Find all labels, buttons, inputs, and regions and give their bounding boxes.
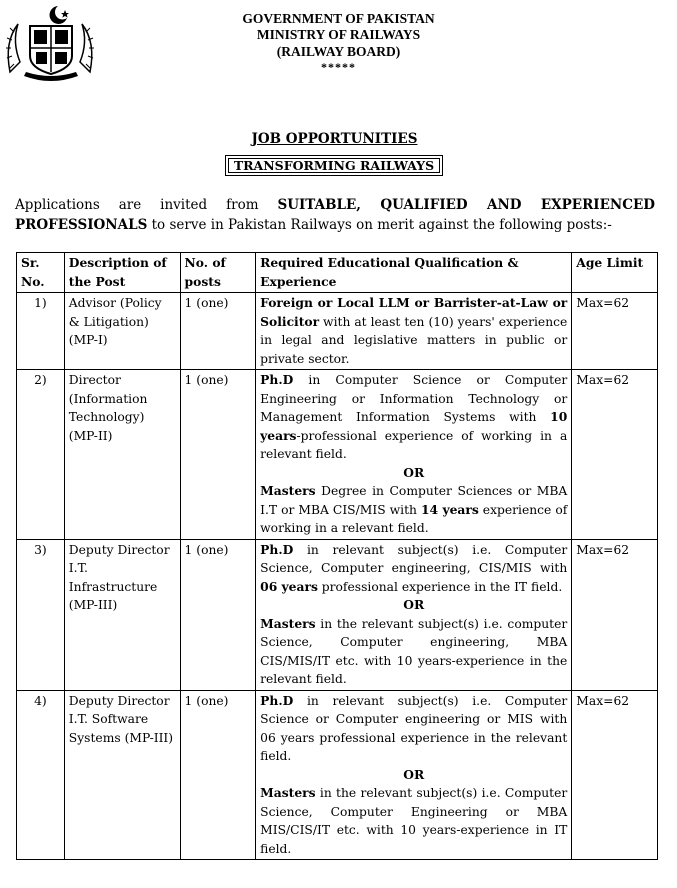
cell-age: Max=62 xyxy=(572,293,658,370)
or-separator: OR xyxy=(403,597,425,612)
intro-text-2: to serve in Pakistan Railways on merit against the following posts:- xyxy=(147,217,612,233)
cell-count: 1 (one) xyxy=(180,690,256,860)
col-header-qualification: Required Educational Qualification & Experience xyxy=(256,253,572,293)
qualification-text: in Computer Science or Computer Engineering or Information Technology or Management Information Systems with xyxy=(260,373,568,424)
qualification-text: in the relevant subject(s) i.e. Computer Science, Computer Engineering or MBA MIS/CIS/IT etc. with 10 years-experience in IT field. xyxy=(260,786,568,856)
table-row xyxy=(17,690,658,860)
heading-stars: ***** xyxy=(321,60,356,74)
qualification-bold: Masters xyxy=(260,785,316,800)
or-separator: OR xyxy=(403,766,425,782)
subtitle-box: TRANSFORMING RAILWAYS xyxy=(225,155,443,176)
cell-sr: 4) xyxy=(17,690,65,860)
col-header-sr: Sr. No. xyxy=(17,253,65,293)
qualification-option-1 xyxy=(260,371,567,464)
board-heading: (RAILWAY BOARD) xyxy=(276,44,401,59)
cell-count: 1 (one) xyxy=(180,539,256,690)
qualification-bold: 10 years xyxy=(260,409,568,443)
qualification-bold: 06 years xyxy=(260,578,318,594)
qualification-bold: Masters xyxy=(260,615,316,631)
qualification-bold: 14 years xyxy=(420,501,479,517)
cell-post: Advisor (Policy & Litigation) (MP-I) xyxy=(64,293,180,370)
page-title: JOB OPPORTUNITIES xyxy=(251,131,418,147)
cell-post: Deputy Director I.T. Infrastructure (MP-III) xyxy=(64,539,180,690)
cell-age: Max=62 xyxy=(572,539,658,690)
qualification-text: in relevant subject(s) i.e. Computer Science or Computer engineering or MIS with 06 years professional experience in the relevant field. xyxy=(260,693,568,763)
qualification-text: in relevant subject(s) i.e. Computer Science, Computer engineering, CIS/MIS with xyxy=(260,542,568,575)
or-separator: OR xyxy=(403,464,425,480)
intro-emphasis-2: PROFESSIONALS xyxy=(15,217,148,233)
cell-post: Deputy Director I.T. Software Systems (MP-III) xyxy=(64,690,180,860)
qualification-option-2 xyxy=(260,784,567,858)
cell-qualification xyxy=(256,539,572,690)
qualification-bold: Masters xyxy=(260,483,316,498)
intro-text: Applications are invited from xyxy=(15,197,278,213)
qualification-bold: Ph.D xyxy=(260,692,294,708)
qualification-bold: Ph.D xyxy=(260,541,294,557)
table-row xyxy=(17,539,658,690)
cell-qualification xyxy=(256,293,572,370)
cell-count: 1 (one) xyxy=(180,370,256,540)
cell-age: Max=62 xyxy=(572,690,658,860)
cell-qualification xyxy=(256,690,572,860)
qualification-text: in the relevant subject(s) i.e. computer Science, Computer engineering, MBA CIS/MIS/IT etc. with 10 years-experience in the relevant field. xyxy=(260,616,568,686)
cell-post: Director (Information Technology) (MP-II) xyxy=(64,370,180,540)
qualification-option-1 xyxy=(260,692,567,766)
col-header-age: Age Limit xyxy=(572,253,658,293)
cell-age: Max=62 xyxy=(572,370,658,540)
qualification-option-2 xyxy=(260,482,567,538)
qualification-bold: Foreign or Local LLM or Barrister-at-Law or Solicitor xyxy=(260,295,568,329)
posts-table xyxy=(16,252,658,860)
qualification-text: -professional experience of working in a relevant field. xyxy=(260,428,568,461)
qualification-text: Degree in Computer Sciences or MBA I.T or MBA CIS/MIS with xyxy=(260,484,568,517)
qualification-text: professional experience in the IT field. xyxy=(317,579,563,594)
qualification-text: with at least ten (10) years' experience in legal and legislative matters in public or private sector. xyxy=(260,314,568,366)
cell-sr: 1) xyxy=(17,293,65,370)
intro-line-2 xyxy=(15,215,655,235)
cell-sr: 3) xyxy=(17,539,65,690)
qualification-text: experience of working in a relevant field. xyxy=(260,502,568,535)
cell-count: 1 (one) xyxy=(180,293,256,370)
cell-qualification xyxy=(256,370,572,540)
table-header-row xyxy=(17,253,658,293)
intro-emphasis: SUITABLE, QUALIFIED AND EXPERIENCED xyxy=(277,197,655,213)
intro-line-1 xyxy=(15,195,655,215)
ministry-heading: MINISTRY OF RAILWAYS xyxy=(256,27,421,42)
intro-paragraph xyxy=(15,195,655,235)
col-header-post: Description of the Post xyxy=(64,253,180,293)
cell-sr: 2) xyxy=(17,370,65,540)
qualification-option-1 xyxy=(260,541,567,597)
table-row xyxy=(17,293,658,370)
table-row xyxy=(17,370,658,540)
qualification-bold: Ph.D xyxy=(260,372,294,387)
qualification-option-2 xyxy=(260,615,567,689)
government-heading: GOVERNMENT OF PAKISTAN xyxy=(242,11,435,26)
col-header-count: No. of posts xyxy=(180,253,256,293)
